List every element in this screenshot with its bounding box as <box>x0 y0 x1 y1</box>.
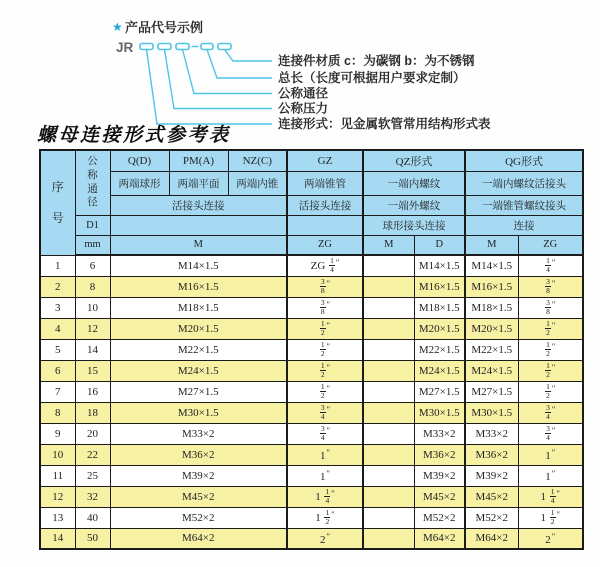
header-seq-label: 序号 <box>51 180 64 225</box>
cell-qg-m: M33×2 <box>465 423 518 444</box>
cell-dn: 25 <box>75 465 110 486</box>
header-code-qd: Q(D) <box>110 150 169 171</box>
header-desc-qd: 两端球形 <box>110 171 169 195</box>
table-row <box>40 486 583 507</box>
cell-m: M22×1.5 <box>110 339 287 360</box>
table-body <box>40 255 583 549</box>
header-m-qg: M <box>465 235 518 255</box>
cell-qz-m <box>363 402 414 423</box>
cell-qg-m: M20×1.5 <box>465 318 518 339</box>
cell-qz-d: M22×1.5 <box>414 339 465 360</box>
cell-gz-zg: $\frac{3}{4}$ ″ <box>287 402 363 423</box>
table-row <box>40 465 583 486</box>
cell-qz-m <box>363 444 414 465</box>
label-pressure: 公称压力 <box>278 101 329 116</box>
cell-qg-m: M24×1.5 <box>465 360 518 381</box>
cell-gz-zg: 1 $\frac{1}{2}$ ″ <box>287 507 363 528</box>
cell-qz-d: M64×2 <box>414 528 465 549</box>
product-code-diagram <box>0 0 600 140</box>
header-empty-gz <box>287 215 363 235</box>
cell-qg-m: M14×1.5 <box>465 255 518 276</box>
cell-seq: 6 <box>40 360 75 381</box>
header-code-nzc: NZ(C) <box>228 150 287 171</box>
cell-qg-m: M36×2 <box>465 444 518 465</box>
cell-seq: 9 <box>40 423 75 444</box>
header-d-qz: D <box>414 235 465 255</box>
cell-qz-m <box>363 507 414 528</box>
code-box-2 <box>158 44 171 50</box>
cell-gz-zg: $\frac{3}{8}$ ″ <box>287 297 363 318</box>
cell-m: M24×1.5 <box>110 360 287 381</box>
table-row <box>40 402 583 423</box>
header-joint-left: 活接头连接 <box>110 195 287 215</box>
code-box-5 <box>218 44 231 50</box>
cell-m: M14×1.5 <box>110 255 287 276</box>
cell-qz-m <box>363 465 414 486</box>
cell-dn: 20 <box>75 423 110 444</box>
table-row <box>40 528 583 549</box>
cell-qz-d: M16×1.5 <box>414 276 465 297</box>
header-connect-qg: 连接 <box>465 215 583 235</box>
cell-qz-m <box>363 423 414 444</box>
table-row <box>40 444 583 465</box>
cell-qz-d: M36×2 <box>414 444 465 465</box>
cell-qz-d: M30×1.5 <box>414 402 465 423</box>
code-box-3 <box>176 44 189 50</box>
table-row <box>40 318 583 339</box>
cell-seq: 3 <box>40 297 75 318</box>
cell-qz-m <box>363 528 414 549</box>
cell-gz-zg: $\frac{1}{2}$ ″ <box>287 318 363 339</box>
cell-qz-d: M14×1.5 <box>414 255 465 276</box>
leader-line-diameter <box>183 50 273 94</box>
cell-dn: 18 <box>75 402 110 423</box>
header-desc-pma: 两端平面 <box>169 171 228 195</box>
cell-qg-zg: 1″ <box>518 444 583 465</box>
header-dn <box>75 150 110 215</box>
cell-seq: 14 <box>40 528 75 549</box>
cell-qg-m: M52×2 <box>465 507 518 528</box>
cell-qz-m <box>363 339 414 360</box>
cell-gz-zg: 1″ <box>287 444 363 465</box>
diagram-heading: 产品代号示例 <box>125 20 204 35</box>
cell-qg-zg: 2″ <box>518 528 583 549</box>
table-row <box>40 423 583 444</box>
table-row <box>40 339 583 360</box>
cell-dn: 15 <box>75 360 110 381</box>
cell-qg-m: M18×1.5 <box>465 297 518 318</box>
code-prefix: JR <box>116 40 134 55</box>
cell-gz-zg: $\frac{1}{2}$ ″ <box>287 360 363 381</box>
cell-qz-d: M27×1.5 <box>414 381 465 402</box>
header-d1: D1 <box>75 215 110 235</box>
cell-qg-m: M16×1.5 <box>465 276 518 297</box>
header-m-span: M <box>110 235 287 255</box>
cell-dn: 14 <box>75 339 110 360</box>
cell-qz-d: M52×2 <box>414 507 465 528</box>
cell-qg-zg: $\frac{3}{8}$ ″ <box>518 276 583 297</box>
star-icon: ★ <box>112 20 123 34</box>
cell-gz-zg: 1″ <box>287 465 363 486</box>
cell-gz-zg: ZG $\frac{1}{4}$ ″ <box>287 255 363 276</box>
cell-qg-zg: $\frac{1}{2}$ ″ <box>518 339 583 360</box>
cell-qg-m: M45×2 <box>465 486 518 507</box>
cell-qg-zg: $\frac{3}{4}$ ″ <box>518 402 583 423</box>
cell-qz-d: M24×1.5 <box>414 360 465 381</box>
code-box-1 <box>140 44 153 50</box>
cell-dn: 12 <box>75 318 110 339</box>
cell-dn: 50 <box>75 528 110 549</box>
cell-qz-d: M18×1.5 <box>414 297 465 318</box>
cell-seq: 1 <box>40 255 75 276</box>
cell-qg-m: M64×2 <box>465 528 518 549</box>
header-zg-qg: ZG <box>518 235 583 255</box>
header-code-gz: GZ <box>287 150 363 171</box>
cell-dn: 10 <box>75 297 110 318</box>
cell-qz-d: M45×2 <box>414 486 465 507</box>
cell-m: M27×1.5 <box>110 381 287 402</box>
cell-seq: 13 <box>40 507 75 528</box>
cell-gz-zg: $\frac{3}{4}$ ″ <box>287 423 363 444</box>
cell-qg-zg: 1 $\frac{1}{4}$ ″ <box>518 486 583 507</box>
header-desc-nzc: 两端内锥 <box>228 171 287 195</box>
header-dn-label: 公称通径 <box>87 156 98 209</box>
label-material: 连接件材质 c：为碳钢 b：为不锈钢 <box>278 54 475 68</box>
header-code-pma: PM(A) <box>169 150 228 171</box>
header-joint-qg: 一端锥管螺纹接头 <box>465 195 583 215</box>
cell-m: M52×2 <box>110 507 287 528</box>
cell-qg-zg: 1″ <box>518 465 583 486</box>
table-row <box>40 255 583 276</box>
header-ball-joint-qz: 球形接头连接 <box>363 215 465 235</box>
table-title: 螺母连接形式参考表 <box>37 125 231 146</box>
cell-m: M20×1.5 <box>110 318 287 339</box>
cell-dn: 22 <box>75 444 110 465</box>
cell-seq: 8 <box>40 402 75 423</box>
cell-qg-zg: 1 $\frac{1}{2}$ ″ <box>518 507 583 528</box>
header-m-qz: M <box>363 235 414 255</box>
cell-seq: 12 <box>40 486 75 507</box>
table-row <box>40 507 583 528</box>
cell-m: M36×2 <box>110 444 287 465</box>
cell-qg-zg: $\frac{1}{2}$ ″ <box>518 360 583 381</box>
leader-line-pressure <box>165 50 273 109</box>
cell-qg-zg: $\frac{1}{2}$ ″ <box>518 318 583 339</box>
header-seq <box>40 150 75 255</box>
cell-dn: 8 <box>75 276 110 297</box>
cell-seq: 4 <box>40 318 75 339</box>
cell-gz-zg: $\frac{1}{2}$ ″ <box>287 339 363 360</box>
cell-m: M64×2 <box>110 528 287 549</box>
cell-m: M16×1.5 <box>110 276 287 297</box>
table-row <box>40 276 583 297</box>
cell-qz-d: M39×2 <box>414 465 465 486</box>
cell-qz-m <box>363 318 414 339</box>
cell-qg-m: M27×1.5 <box>465 381 518 402</box>
header-code-qz: QZ形式 <box>363 150 465 171</box>
cell-qz-m <box>363 297 414 318</box>
cell-m: M18×1.5 <box>110 297 287 318</box>
cell-gz-zg: $\frac{1}{2}$ ″ <box>287 381 363 402</box>
cell-m: M45×2 <box>110 486 287 507</box>
cell-qz-d: M20×1.5 <box>414 318 465 339</box>
cell-gz-zg: 2″ <box>287 528 363 549</box>
cell-dn: 32 <box>75 486 110 507</box>
cell-qg-m: M39×2 <box>465 465 518 486</box>
cell-qz-m <box>363 276 414 297</box>
cell-qz-m <box>363 486 414 507</box>
leader-line-material <box>225 50 273 62</box>
cell-qg-zg: $\frac{1}{2}$ ″ <box>518 381 583 402</box>
cell-qg-m: M30×1.5 <box>465 402 518 423</box>
header-desc-qg: 一端内螺纹活接头 <box>465 171 583 195</box>
table-row <box>40 297 583 318</box>
cell-m: M33×2 <box>110 423 287 444</box>
cell-qz-m <box>363 360 414 381</box>
cell-qg-zg: $\frac{1}{4}$ ″ <box>518 255 583 276</box>
cell-dn: 6 <box>75 255 110 276</box>
cell-seq: 10 <box>40 444 75 465</box>
table-header <box>40 150 583 255</box>
cell-qz-m <box>363 381 414 402</box>
header-empty-left <box>110 215 287 235</box>
header-joint-qz: 一端外螺纹 <box>363 195 465 215</box>
label-length: 总长（长度可根据用户要求定制） <box>278 71 466 85</box>
cell-gz-zg: 1 $\frac{1}{4}$ ″ <box>287 486 363 507</box>
header-desc-qz: 一端内螺纹 <box>363 171 465 195</box>
header-code-qg: QG形式 <box>465 150 583 171</box>
cell-dn: 40 <box>75 507 110 528</box>
cell-seq: 7 <box>40 381 75 402</box>
cell-seq: 2 <box>40 276 75 297</box>
cell-seq: 11 <box>40 465 75 486</box>
cell-seq: 5 <box>40 339 75 360</box>
cell-qz-m <box>363 255 414 276</box>
cell-qz-d: M33×2 <box>414 423 465 444</box>
header-desc-gz: 两端锥管 <box>287 171 363 195</box>
label-connection: 连接形式：见金属软管常用结构形式表 <box>278 117 491 131</box>
cell-qg-m: M22×1.5 <box>465 339 518 360</box>
label-diameter: 公称通径 <box>278 86 329 101</box>
cell-m: M39×2 <box>110 465 287 486</box>
cell-qg-zg: $\frac{3}{4}$ ″ <box>518 423 583 444</box>
cell-m: M30×1.5 <box>110 402 287 423</box>
code-box-4 <box>201 44 213 50</box>
nut-connection-table <box>39 149 584 550</box>
leader-line-length <box>207 50 272 79</box>
header-joint-gz: 活接头连接 <box>287 195 363 215</box>
table-row <box>40 360 583 381</box>
cell-qg-zg: $\frac{3}{8}$ ″ <box>518 297 583 318</box>
cell-dn: 16 <box>75 381 110 402</box>
header-zg-gz: ZG <box>287 235 363 255</box>
cell-gz-zg: $\frac{3}{8}$ ″ <box>287 276 363 297</box>
table-row <box>40 381 583 402</box>
header-mm: mm <box>75 235 110 255</box>
